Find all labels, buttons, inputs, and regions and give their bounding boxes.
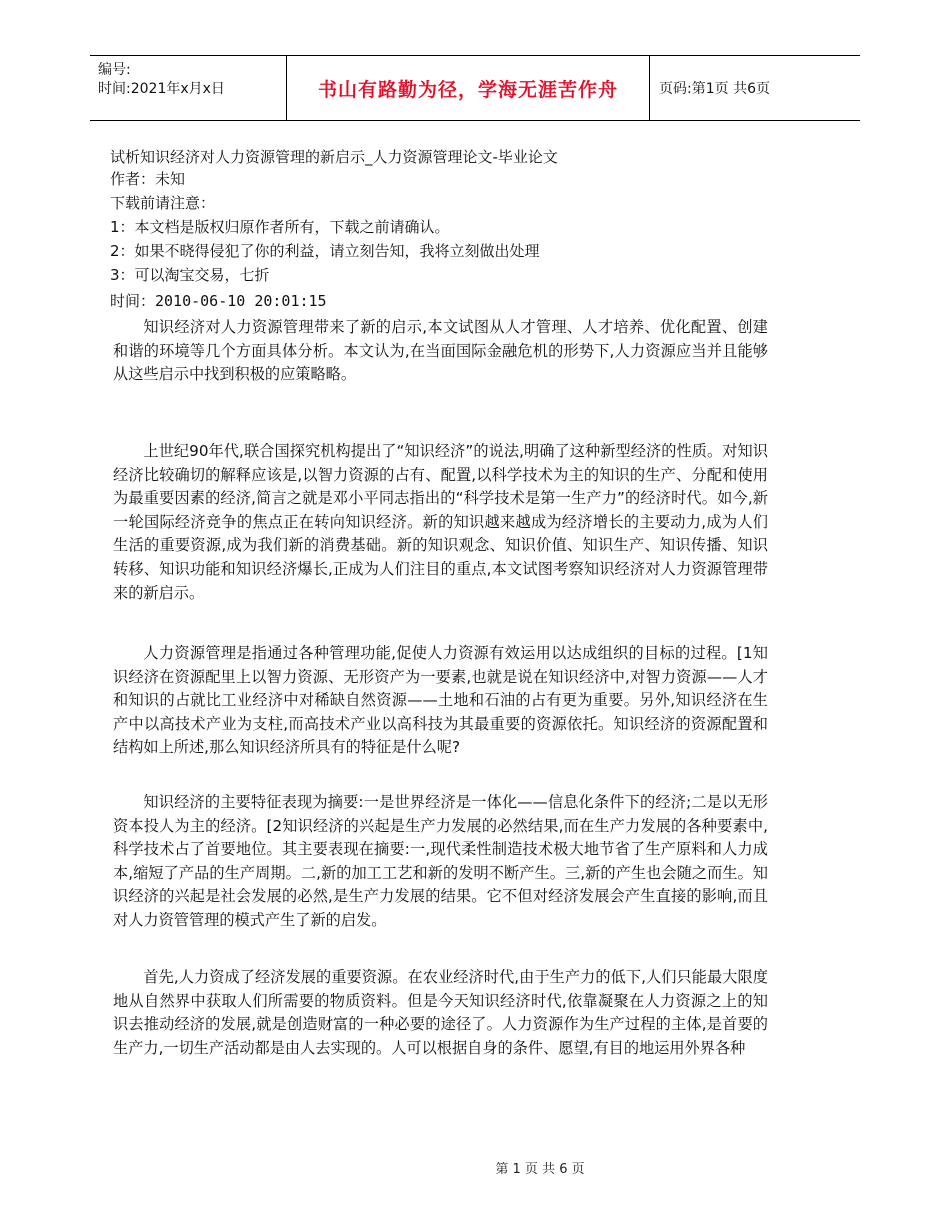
download-notice-item: 1：本文档是版权归原作者所有，下载之前请确认。 [110,218,450,236]
article-title: 试析知识经济对人力资源管理的新启示_人力资源管理论文-毕业论文 [110,148,558,166]
page-header [90,55,860,121]
header-motto-cell [286,56,650,120]
body-paragraph: 上世纪90年代,联合国探究机构提出了“知识经济”的说法,明确了这种新型经济的性质。对知识经济比较确切的解释应该是,以智力资源的占有、配置,以科学技术为主的知识的生产、分配和使用为最重要因素的经济,简言之就是邓小平同志指出的“科学技术是第一生产力”的经济时代。如今,新一轮国际经济竞争的焦点正在转向知识经济。新的知识越来越成为经济增长的主要动力,成为人们生活的重要资源,成为我们新的消费基础。新的知识观念、知识价值、知识生产、知识传播、知识转移、知识功能和知识经济爆长,正成为人们注目的重点,本文试图考察知识经济对人力资源管理带来的新启示。 [113,442,768,602]
header-page-cell [650,56,860,120]
article-author: 作者：未知 [110,170,186,188]
page-footer: 第 1 页 共 6 页 [495,1162,585,1177]
body-paragraph: 首先,人力资成了经济发展的重要资源。在农业经济时代,由于生产力的低下,人们只能最大限度地从自然界中获取人们所需要的物质资料。但是今天知识经济时代,依靠凝聚在人力资源之上的知识去推动经济的发展,就是创造财富的一种必要的途径了。人力资源作为生产过程的主体,是首要的生产力,一切生产活动都是由人去实现的。人可以根据自身的条件、愿望,有目的地运用外界各种 [113,968,768,1057]
document-time-label: 时间:2021年x月x日 [98,81,225,97]
body-paragraph: 知识经济的主要特征表现为摘要:一是世界经济是一体化——信息化条件下的经济;二是以无形资本投人为主的经济。[2知识经济的兴起是生产力发展的必然结果,而在生产力发展的各种要素中,科学技术占了首要地位。其主要表现在摘要:一,现代柔性制造技术极大地节省了生产原料和人力成本,缩短了产品的生产周期。二,新的加工工艺和新的发明不断产生。三,新的产生也会随之而生。知识经济的兴起是社会发展的必然,是生产力发展的结果。它不但对经济发展会产生直接的影响,而且对人力资管管理的模式产生了新的启发。 [113,793,768,929]
header-motto: 书山有路勤为径，学海无涯苦作舟 [317,78,618,101]
document-number-label: 编号: [98,62,131,78]
download-notice-item: 2：如果不晓得侵犯了你的利益，请立刻告知，我将立刻做出处理 [110,242,540,260]
header-info-cell [90,56,286,120]
download-notice-item: 3：可以淘宝交易，七折 [110,266,270,284]
article-timestamp: 时间：2010-06-10 20:01:15 [110,292,327,310]
download-notice-heading: 下载前请注意： [110,194,216,212]
abstract-paragraph: 知识经济对人力资源管理带来了新的启示,本文试图从人才管理、人才培养、优化配置、创建和谐的环境等几个方面具体分析。本文认为,在当面国际金融危机的形势下,人力资源应当并且能够从这些启示中找到积极的应策略略。 [113,318,768,384]
body-paragraph: 人力资源管理是指通过各种管理功能,促使人力资源有效运用以达成组织的目标的过程。[1知识经济在资源配里上以智力资源、无形资产为一要素,也就是说在知识经济中,对智力资源——人才和知识的占就比工业经济中对稀缺自然资源——土地和石油的占有更为重要。另外,知识经济在生产中以高技术产业为支柱,而高技术产业以高科技为其最重要的资源依托。知识经济的资源配置和结构如上所述,那么知识经济所具有的特征是什么呢? [113,644,768,757]
header-page-number: 页码:第1页 共6页 [659,81,770,97]
